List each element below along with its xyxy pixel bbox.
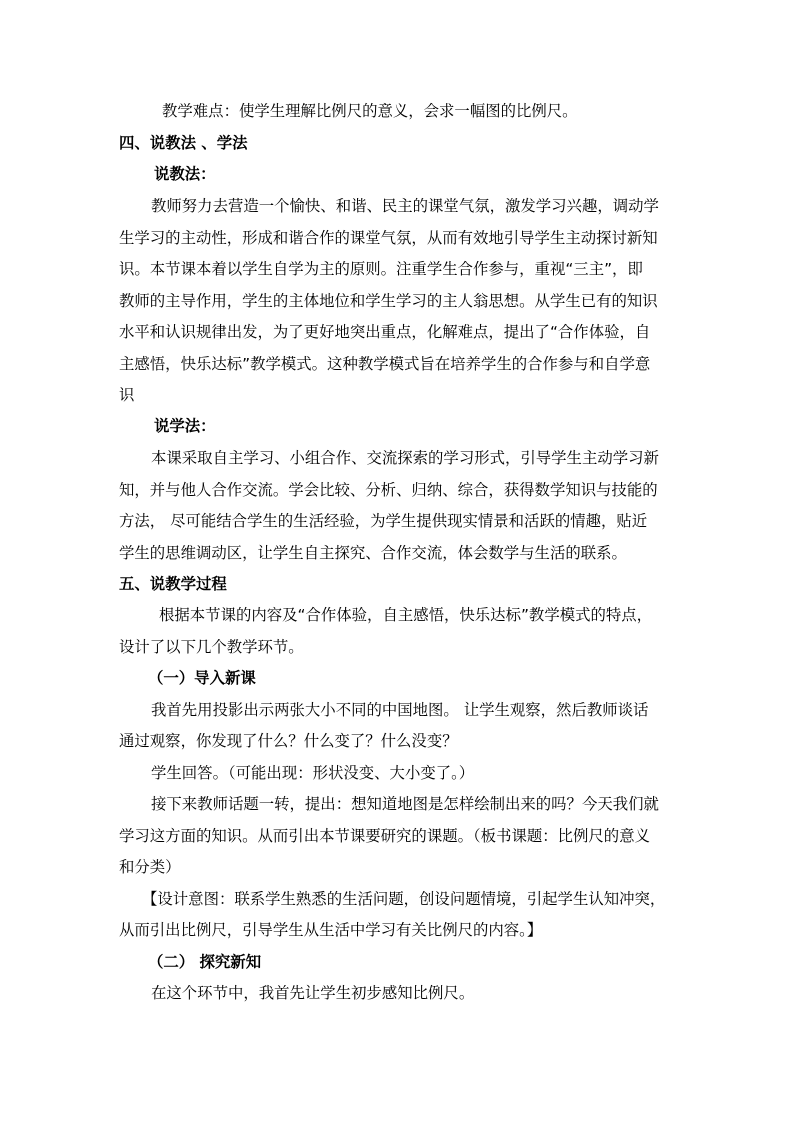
paragraph-line: 接下来教师话题一转，提出：想知道地图是怎样绘制出来的吗？今天我们就 xyxy=(151,795,659,813)
paragraph-line: 教师的主导作用，学生的主体地位和学生学习的主人翁思想。从学生已有的知识 xyxy=(119,292,658,310)
section-heading-process: 五、说教学过程 xyxy=(119,575,227,593)
subheading-learning-method: 说学法： xyxy=(154,417,216,435)
paragraph-line: 和分类） xyxy=(119,858,181,876)
paragraph-line: 识。本节课本着以学生自学为主的原则。注重学生合作参与，重视“三主”，即 xyxy=(119,260,643,278)
subheading-explore: （二） 探究新知 xyxy=(148,953,262,971)
paragraph-line: 我首先用投影出示两张大小不同的中国地图。 让学生观察，然后教师谈话 xyxy=(151,701,649,719)
subheading-introduction: （一）导入新课 xyxy=(148,669,256,687)
teaching-difficulty-text: 教学难点：使学生理解比例尺的意义，会求一幅图的比例尺。 xyxy=(162,102,578,120)
paragraph-line: 生学习的主动性，形成和谐合作的课堂气氛，从而有效地引导学生主动探讨新知 xyxy=(119,229,658,247)
paragraph-line: 在这个环节中，我首先让学生初步感知比例尺。 xyxy=(151,984,475,1002)
paragraph-line: 学生回答。（可能出现：形状没变、大小变了。） xyxy=(151,764,475,782)
paragraph-line: 知，并与他人合作交流。学会比较、分析、归纳、综合，获得数学知识与技能的 xyxy=(119,481,658,499)
paragraph-line: 学生的思维调动区，让学生自主探究、合作交流，体会数学与生活的联系。 xyxy=(119,544,627,562)
paragraph-line: 本课采取自主学习、小组合作、交流探索的学习形式，引导学生主动学习新 xyxy=(151,449,659,467)
design-intent-line: 从而引出比例尺，引导学生从生活中学习有关比例尺的内容。】 xyxy=(119,921,543,939)
paragraph-line: 根据本节课的内容及“合作体验，自主感悟，快乐达标”教学模式的特点， xyxy=(159,606,653,624)
paragraph-line: 设计了以下几个教学环节。 xyxy=(119,638,304,656)
section-heading-methods: 四、说教法 、学法 xyxy=(119,134,248,152)
paragraph-line: 水平和认识规律出发，为了更好地突出重点，化解难点，提出了“合作体验，自 xyxy=(119,323,651,341)
paragraph-line: 教师努力去营造一个愉快、和谐、民主的课堂气氛，激发学习兴趣，调动学 xyxy=(151,197,659,215)
paragraph-line: 通过观察，你发现了什么？什么变了？什么没变？ xyxy=(119,732,458,750)
paragraph-line: 识 xyxy=(119,386,135,404)
subheading-teaching-method: 说教法： xyxy=(154,165,216,183)
paragraph-line: 方法， 尽可能结合学生的生活经验，为学生提供现实情景和活跃的情趣，贴近 xyxy=(119,512,648,530)
paragraph-line: 主感悟，快乐达标”教学模式。这种教学模式旨在培养学生的合作参与和自学意 xyxy=(119,355,651,373)
design-intent-line: 【设计意图：联系学生熟悉的生活问题，创设问题情境，引起学生认知冲突， xyxy=(142,890,666,908)
paragraph-line: 学习这方面的知识。从而引出本节课要研究的课题。（板书课题：比例尺的意义 xyxy=(119,827,650,845)
